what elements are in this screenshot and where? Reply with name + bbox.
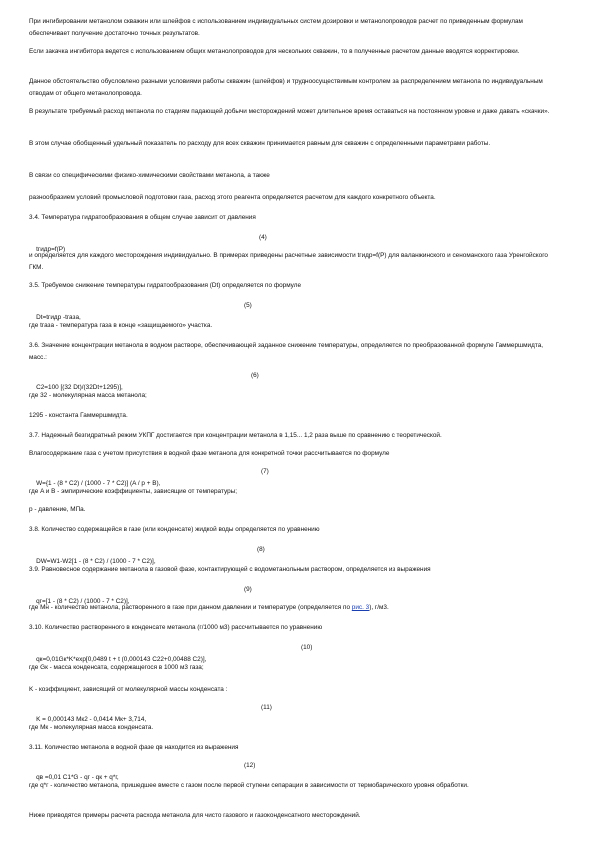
formula-text: W={1 - (8 * C2) / (1000 - 7 * C2)] (A / p + B), <box>36 480 161 487</box>
paragraph: р - давление, МПа. <box>29 506 86 513</box>
paragraph: где A и B - эмпирические коэффициенты, зависящие от температуры; <box>29 488 238 495</box>
paragraph: В результате требуемый расход метанола по стадиям падающей добычи месторождений может длительное время оставаться на постоянном уровне и даже давать «скачки». <box>29 108 550 115</box>
paragraph: где Gк - масса конденсата, содержащегося в 1000 м3 газа; <box>29 664 204 671</box>
formula-text: K = 0,000143 Mк2 - 0,0414 Mк+ 3,714, <box>36 716 147 723</box>
section-heading: 3.11. Количество метанола в водной фазе qв находится из выражения <box>29 744 239 751</box>
paragraph: Если закачка ингибитора ведется с использованием общих метанолопроводов для нескольких скважин, то в полученные расчетом данные вводятся корректировки. <box>29 48 520 55</box>
paragraph-text: где Mн - количество метанола, растворенного в газе при данном давлении и температуре (определяется по <box>29 604 352 611</box>
formula-text: qг=[1 - (8 * C2) / (1000 - 7 * C2)], <box>36 598 130 605</box>
section-heading: 3.4. Температура гидратообразования в общем случае зависит от давления <box>29 214 256 221</box>
paragraph-text: ), г/м3. <box>369 604 389 611</box>
paragraph: где Mк - молекулярная масса конденсата. <box>29 724 154 731</box>
equation-number: (11) <box>261 704 272 711</box>
section-heading: 3.10. Количество растворенного в конденсате метанола (г/1000 м3) рассчитывается по уравнению <box>29 624 323 631</box>
section-heading: 3.6. Значение концентрации метанола в водном растворе, обеспечивающей заданное снижение температуры, определяется по преобразованной формуле Гаммершмидта, масс.: <box>29 342 544 361</box>
paragraph: В связи со специфическими физико-химическими свойствами метанола, а также <box>29 172 270 179</box>
equation-number: (10) <box>301 644 313 651</box>
paragraph <box>29 602 557 614</box>
paragraph: Ниже приводятся примеры расчета расхода метанола для чисто газового и газоконденсатного месторождений. <box>29 812 361 819</box>
formula-text: qв =0,01 C1*G - qг - qк + q*г, <box>36 774 119 781</box>
equation-number: (4) <box>259 234 267 241</box>
paragraph: При ингибировании метанолом скважин или шлейфов с использованием индивидуальных систем дозировки и метанолопроводов расчет по приведенным формулам обеспечивает получение достаточно точных результатов. <box>29 18 523 37</box>
formula-text: C2=100 [(32 Dt)/(32Dt+1295)], <box>36 384 123 391</box>
paragraph: Влагосодержание газа с учетом присутствия в водной фазе метанола для конкретной точки рассчитывается по формуле <box>29 450 390 457</box>
paragraph: K - коэффициент, зависящий от молекулярной массы конденсата : <box>29 686 228 693</box>
equation-number: (12) <box>244 762 256 769</box>
paragraph: где q*г - количество метанола, пришедшее вместе с газом после первой ступени сепарации в зависимости от термобарического уровня обработки. <box>29 782 469 789</box>
formula-text: DW=W1-W2[1 - (8 * C2) / (1000 - 7 * C2)], <box>36 558 156 565</box>
equation-number: (8) <box>257 546 265 553</box>
section-heading: 3.8. Количество содержащейся в газе (или конденсате) жидкой воды определяется по уравнению <box>29 526 320 533</box>
paragraph: Данное обстоятельство обусловлено разными условиями работы скважин (шлейфов) и трудноосуществимым контролем за распределением метанола по индивидуальным отводам от общего метанолопровода. <box>29 78 543 97</box>
paragraph: 1295 - константа Гаммершмидта. <box>29 412 128 419</box>
section-heading: 3.7. Надежный безгидратный режим УКПГ достигается при концентрации метанола в 1,15... 1,2 раза выше по сравнению с теоретической. <box>29 432 442 439</box>
paragraph: и определяется для каждого месторождения индивидуально. В примерах приведены расчетные зависимости tгидр=f(P) для валанжинского и сеноманского газа Уренгойского ГКМ. <box>29 252 548 271</box>
formula-text: tгидр=f(P) <box>36 246 66 253</box>
section-heading: 3.9. Равновесное содержание метанола в газовой фазе, контактирующей с водометанольным раствором, определяется из выражения <box>29 566 431 573</box>
paragraph: разнообразием условий промысловой подготовки газа, расход этого реагента определяется расчетом для каждого конкретного объекта. <box>29 194 436 201</box>
paragraph: В этом случае обобщенный удельный показатель по расходу для всех скважин принимается равным для скважин с определенными параметрами работы. <box>29 140 491 147</box>
figure-link[interactable]: рис. 3 <box>351 604 370 611</box>
section-heading: 3.5. Требуемое снижение температуры гидратообразования (Dt) определяется по формуле <box>29 282 302 289</box>
formula-text: qк=0,01Gк*K*exp[0,0489 t + t (0,000143 C22+0,00488 C2)], <box>36 656 207 663</box>
equation-number: (7) <box>261 468 269 475</box>
formula-text: Dt=tгидр -tгаза, <box>36 314 81 321</box>
paragraph: где 32 - молекулярная масса метанола; <box>29 392 147 399</box>
equation-number: (5) <box>244 302 252 309</box>
equation-number: (6) <box>251 372 259 379</box>
paragraph: где tгаза - температура газа в конце «защищаемого» участка. <box>29 322 213 329</box>
equation-number: (9) <box>244 586 252 593</box>
